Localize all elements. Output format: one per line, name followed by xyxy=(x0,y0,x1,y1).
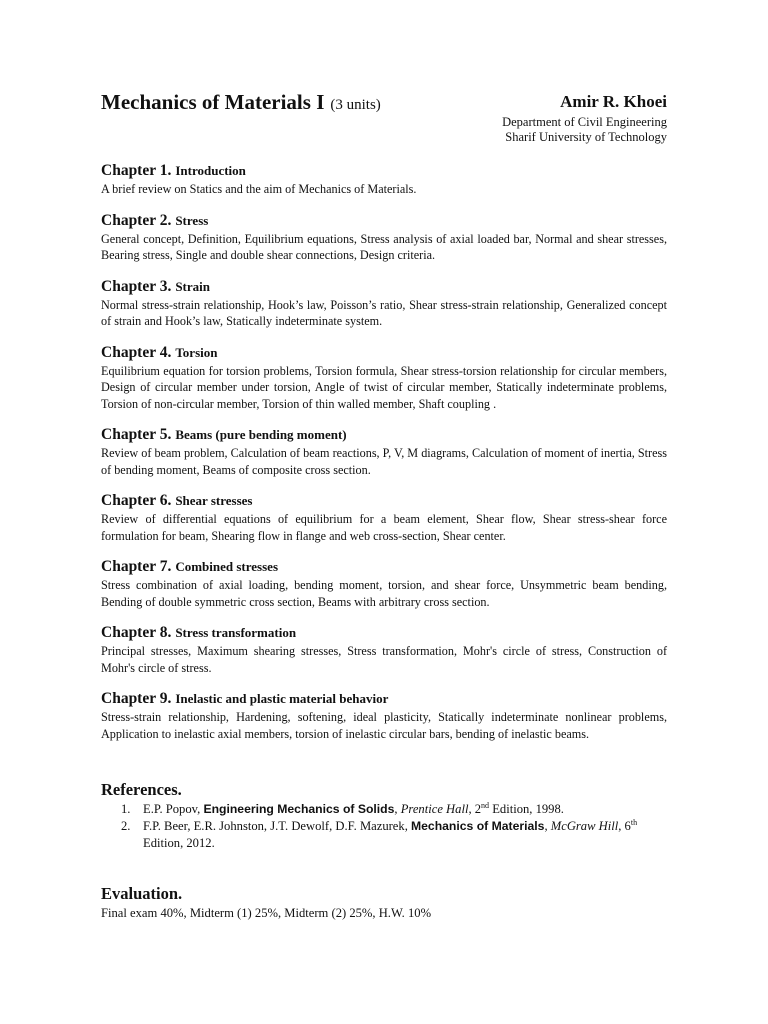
author-block xyxy=(502,92,667,145)
chapter-heading xyxy=(101,277,667,297)
chapter-5 xyxy=(101,425,667,478)
chapter-description: Stress combination of axial loading, bending moment, torsion, and shear force, Unsymmetric beam bending, Bending of double symmetric cross section, Beams with arbitrary cross section. xyxy=(101,578,667,609)
chapter-description: Stress-strain relationship, Hardening, softening, ideal plasticity, Statically indeterminate nonlinear problems, Application to inelastic axial members, torsion of inelastic circular bars, bending of inelastic beams. xyxy=(101,710,667,741)
chapter-name: Combined stresses xyxy=(175,559,279,574)
course-title-text: Mechanics of Materials I xyxy=(101,90,325,114)
course-units: (3 units) xyxy=(330,97,381,113)
chapter-label: Chapter 6. xyxy=(101,492,172,509)
chapter-3 xyxy=(101,277,667,330)
reference-edition-suffix: nd xyxy=(481,800,490,810)
chapter-heading xyxy=(101,557,667,577)
chapter-9 xyxy=(101,689,667,742)
chapter-name: Introduction xyxy=(175,163,246,178)
chapter-label: Chapter 5. xyxy=(101,426,172,443)
chapter-8 xyxy=(101,623,667,676)
evaluation-text: Final exam 40%, Midterm (1) 25%, Midterm (2) 25%, H.W. 10% xyxy=(101,906,432,920)
chapter-heading xyxy=(101,161,667,181)
evaluation-section xyxy=(101,884,667,922)
chapter-label: Chapter 9. xyxy=(101,690,172,707)
reference-edition-year: Edition, 2012. xyxy=(143,836,215,850)
chapter-name: Stress xyxy=(175,212,209,228)
chapter-description: Review of beam problem, Calculation of beam reactions, P, V, M diagrams, Calculation of moment of inertia, Stress of bending moment, Beams of composite cross section. xyxy=(101,446,667,477)
reference-number: 2. xyxy=(121,819,131,833)
chapter-description: General concept, Definition, Equilibrium equations, Stress analysis of axial loaded bar, Normal and shear stresses, Bearing stress, Single and double shear connections, Design criteria. xyxy=(101,231,667,262)
chapter-description: Equilibrium equation for torsion problems, Torsion formula, Shear stress-torsion relationship for circular members, Design of circular member under torsion, Angle of twist of circular member, Statically indeterminate problems, Torsion of non-circular member, Torsion of thin walled member, Shaft coupling . xyxy=(101,363,667,411)
reference-book-title: Mechanics of Materials xyxy=(411,819,545,833)
chapter-2 xyxy=(101,211,667,264)
chapter-heading xyxy=(101,689,667,709)
reference-publisher: Prentice Hall xyxy=(400,802,469,816)
chapter-label: Chapter 4. xyxy=(101,343,172,361)
reference-edition-suffix: th xyxy=(630,817,638,827)
author-university: Sharif University of Technology xyxy=(505,130,667,144)
chapter-6 xyxy=(101,491,667,544)
evaluation-title: Evaluation. xyxy=(101,884,183,903)
references-section xyxy=(101,780,667,852)
reference-list xyxy=(101,801,667,852)
chapter-name: Strain xyxy=(175,278,210,294)
chapter-name: Stress transformation xyxy=(175,625,297,640)
reference-edition-year: Edition, 1998. xyxy=(492,802,564,816)
reference-publisher: McGraw Hill xyxy=(550,819,619,833)
chapter-heading xyxy=(101,491,667,511)
course-title xyxy=(101,90,381,115)
chapter-description: Normal stress-strain relationship, Hook’s law, Poisson’s ratio, Shear stress-strain relationship, Generalized concept of strain and Hook’s law, Statically indeterminate system. xyxy=(101,297,667,328)
chapter-heading xyxy=(101,211,667,231)
chapter-label: Chapter 1. xyxy=(101,162,172,179)
reference-item: 2. F.P. Beer, E.R. Johnston, J.T. Dewolf, D.F. Mazurek, Mechanics of Materials, McGraw Hill, 6th Edition, 2012. xyxy=(121,817,638,850)
reference-authors: E.P. Popov, xyxy=(143,802,201,816)
chapter-name: Inelastic and plastic material behavior xyxy=(175,691,389,706)
chapter-heading xyxy=(101,425,667,445)
references-title: References. xyxy=(101,780,182,799)
reference-authors: F.P. Beer, E.R. Johnston, J.T. Dewolf, D.F. Mazurek, xyxy=(143,819,408,833)
chapter-heading xyxy=(101,623,667,643)
chapter-4 xyxy=(101,343,667,413)
reference-edition-number: 6 xyxy=(624,819,631,833)
chapter-name: Beams (pure bending moment) xyxy=(175,427,347,442)
chapter-name: Torsion xyxy=(175,344,218,360)
chapter-label: Chapter 2. xyxy=(101,211,172,229)
chapter-label: Chapter 3. xyxy=(101,277,172,295)
chapter-1 xyxy=(101,161,667,198)
chapter-label: Chapter 8. xyxy=(101,624,172,641)
author-department: Department of Civil Engineering xyxy=(502,115,667,129)
reference-book-title: Engineering Mechanics of Solids xyxy=(203,802,395,816)
chapter-description: A brief review on Statics and the aim of Mechanics of Materials. xyxy=(101,182,417,196)
author-name: Amir R. Khoei xyxy=(560,92,667,111)
chapter-list xyxy=(101,161,667,755)
chapter-description: Principal stresses, Maximum shearing stresses, Stress transformation, Mohr's circle of stress, Construction of Mohr's circle of stress. xyxy=(101,644,667,675)
reference-edition-number: 2 xyxy=(474,802,482,816)
chapter-heading xyxy=(101,343,667,363)
chapter-description: Review of differential equations of equilibrium for a beam element, Shear flow, Shear stress-shear force formulation for beam, Shearing flow in flange and web cross-section, Shear center. xyxy=(101,512,667,543)
reference-item: 1. E.P. Popov, Engineering Mechanics of Solids, Prentice Hall, 2nd Edition, 1998. xyxy=(121,800,564,816)
reference-number: 1. xyxy=(121,802,131,816)
chapter-7 xyxy=(101,557,667,610)
chapter-label: Chapter 7. xyxy=(101,558,172,575)
chapter-name: Shear stresses xyxy=(175,493,253,508)
